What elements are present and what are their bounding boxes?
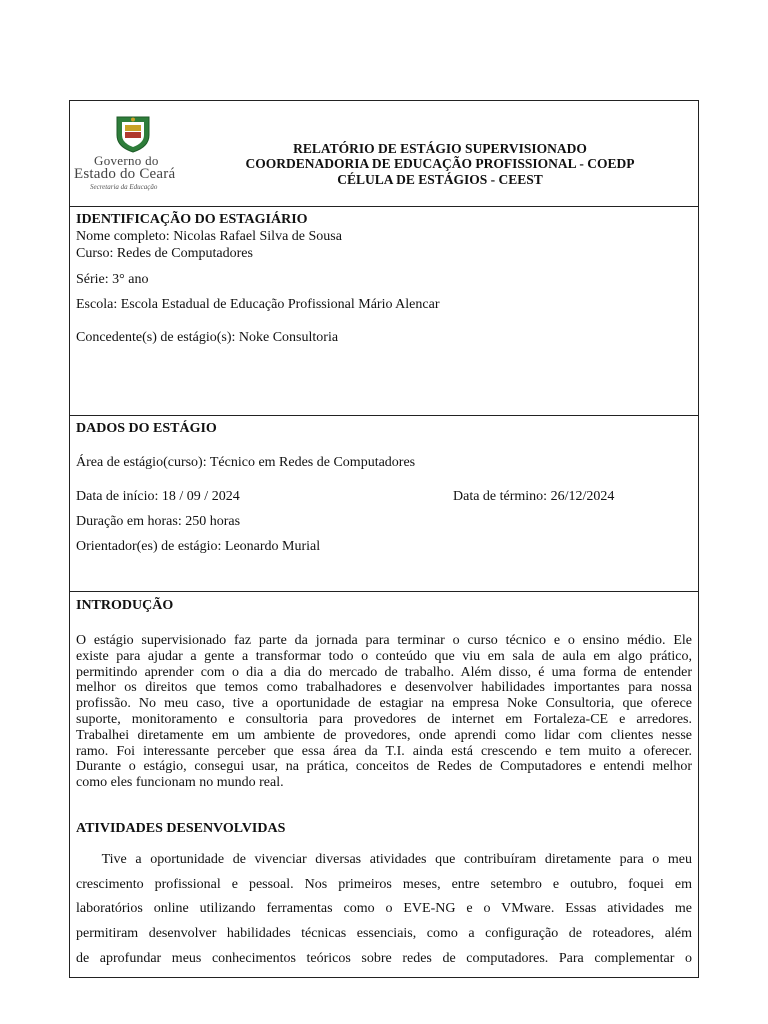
paragraph-line: profissão. No meu caso, tive a oportunidade de estagiar na empresa Noke Consultoria, que oferece	[76, 696, 692, 712]
logo-text-governo: Governo do	[94, 153, 159, 168]
paragraph-line: como eles funcionam no mundo real.	[76, 775, 284, 791]
coordination-title: COORDENADORIA DE EDUCAÇÃO PROFISSIONAL - COEDP	[245, 156, 635, 171]
duration-field: Duração em horas: 250 horas	[76, 514, 241, 529]
grade-field: Série: 3° ano	[76, 272, 149, 287]
report-frame	[69, 100, 699, 978]
internship-data-heading: DADOS DO ESTÁGIO	[76, 421, 217, 436]
paragraph-line: de aprofundar meus conhecimentos teóricos sobre redes de computadores. Para complementar o	[76, 950, 692, 966]
paragraph-line: crescimento profissional e pessoal. Nos primeiros meses, entre setembro e outubro, foquei em	[76, 876, 692, 892]
paragraph-line: laboratórios online utilizando ferramentas como o EVE-NG e o VMware. Essas atividades me	[76, 901, 692, 917]
course-field: Curso: Redes de Computadores	[76, 246, 253, 261]
internship-area-field: Área de estágio(curso): Técnico em Redes de Computadores	[76, 455, 416, 470]
identification-heading: IDENTIFICAÇÃO DO ESTAGIÁRIO	[76, 212, 308, 227]
supervisor-field: Orientador(es) de estágio: Leonardo Murial	[76, 539, 321, 554]
government-logo	[74, 113, 194, 193]
school-field: Escola: Escola Estadual de Educação Profissional Mário Alencar	[76, 297, 440, 312]
cell-title: CÉLULA DE ESTÁGIOS - CEEST	[337, 172, 543, 187]
start-date-field: Data de início: 18 / 09 / 2024	[76, 489, 240, 504]
intern-identification-section	[70, 206, 698, 416]
paragraph-line: O estágio supervisionado faz parte da jornada para terminar o curso técnico e o ensino médio. Ele	[76, 633, 692, 648]
paragraph-line: Tive a oportunidade de vivenciar diversas atividades que contribuíram diretamente para o meu	[76, 852, 692, 867]
paragraph-line: Trabalhei diretamente em um ambiente de provedores, onde aprendi como lidar com clientes nesse	[76, 727, 692, 743]
activities-heading: ATIVIDADES DESENVOLVIDAS	[76, 821, 286, 836]
state-crest-icon	[114, 113, 152, 153]
internship-data-section	[70, 416, 698, 592]
paragraph-line: Durante o estágio, consegui usar, na prática, conceitos de Redes de Computadores e entendi melhor	[76, 759, 692, 775]
full-name-field: Nome completo: Nicolas Rafael Silva de Sousa	[76, 229, 342, 244]
paragraph-line: melhor os direitos que temos como trabalhadores e desenvolver habilidades importantes para nossa	[76, 680, 692, 696]
paragraph-line: permitindo aprender com o dia a dia do mercado de trabalho. Além disso, é uma forma de entender	[76, 664, 692, 680]
introduction-paragraph	[76, 633, 692, 791]
paragraph-line: existe para ajudar a gente a transformar todo o conteúdo que viu em sala de aula em algo prático,	[76, 648, 692, 664]
grantor-field: Concedente(s) de estágio(s): Noke Consultoria	[76, 330, 339, 345]
end-date-field: Data de término: 26/12/2024	[453, 489, 615, 504]
activities-paragraph	[76, 848, 692, 972]
introduction-section	[70, 592, 698, 977]
report-title: RELATÓRIO DE ESTÁGIO SUPERVISIONADO	[293, 141, 587, 156]
report-header	[70, 101, 698, 207]
paragraph-line: ramo. Foi interessante perceber que essa área da T.I. ainda está crescendo e tem muito a oferecer.	[76, 743, 692, 759]
logo-text-estado: Estado do Ceará	[74, 166, 176, 182]
logo-text-secretaria: Secretaria da Educação	[90, 183, 158, 191]
paragraph-line: suporte, monitoramento e consultoria para provedores de internet em Fortaleza-CE e arredores.	[76, 711, 692, 727]
introduction-heading: INTRODUÇÃO	[76, 598, 174, 613]
paragraph-line: permitiram desenvolver habilidades técnicas essenciais, como a configuração de roteadores, além	[76, 926, 692, 942]
